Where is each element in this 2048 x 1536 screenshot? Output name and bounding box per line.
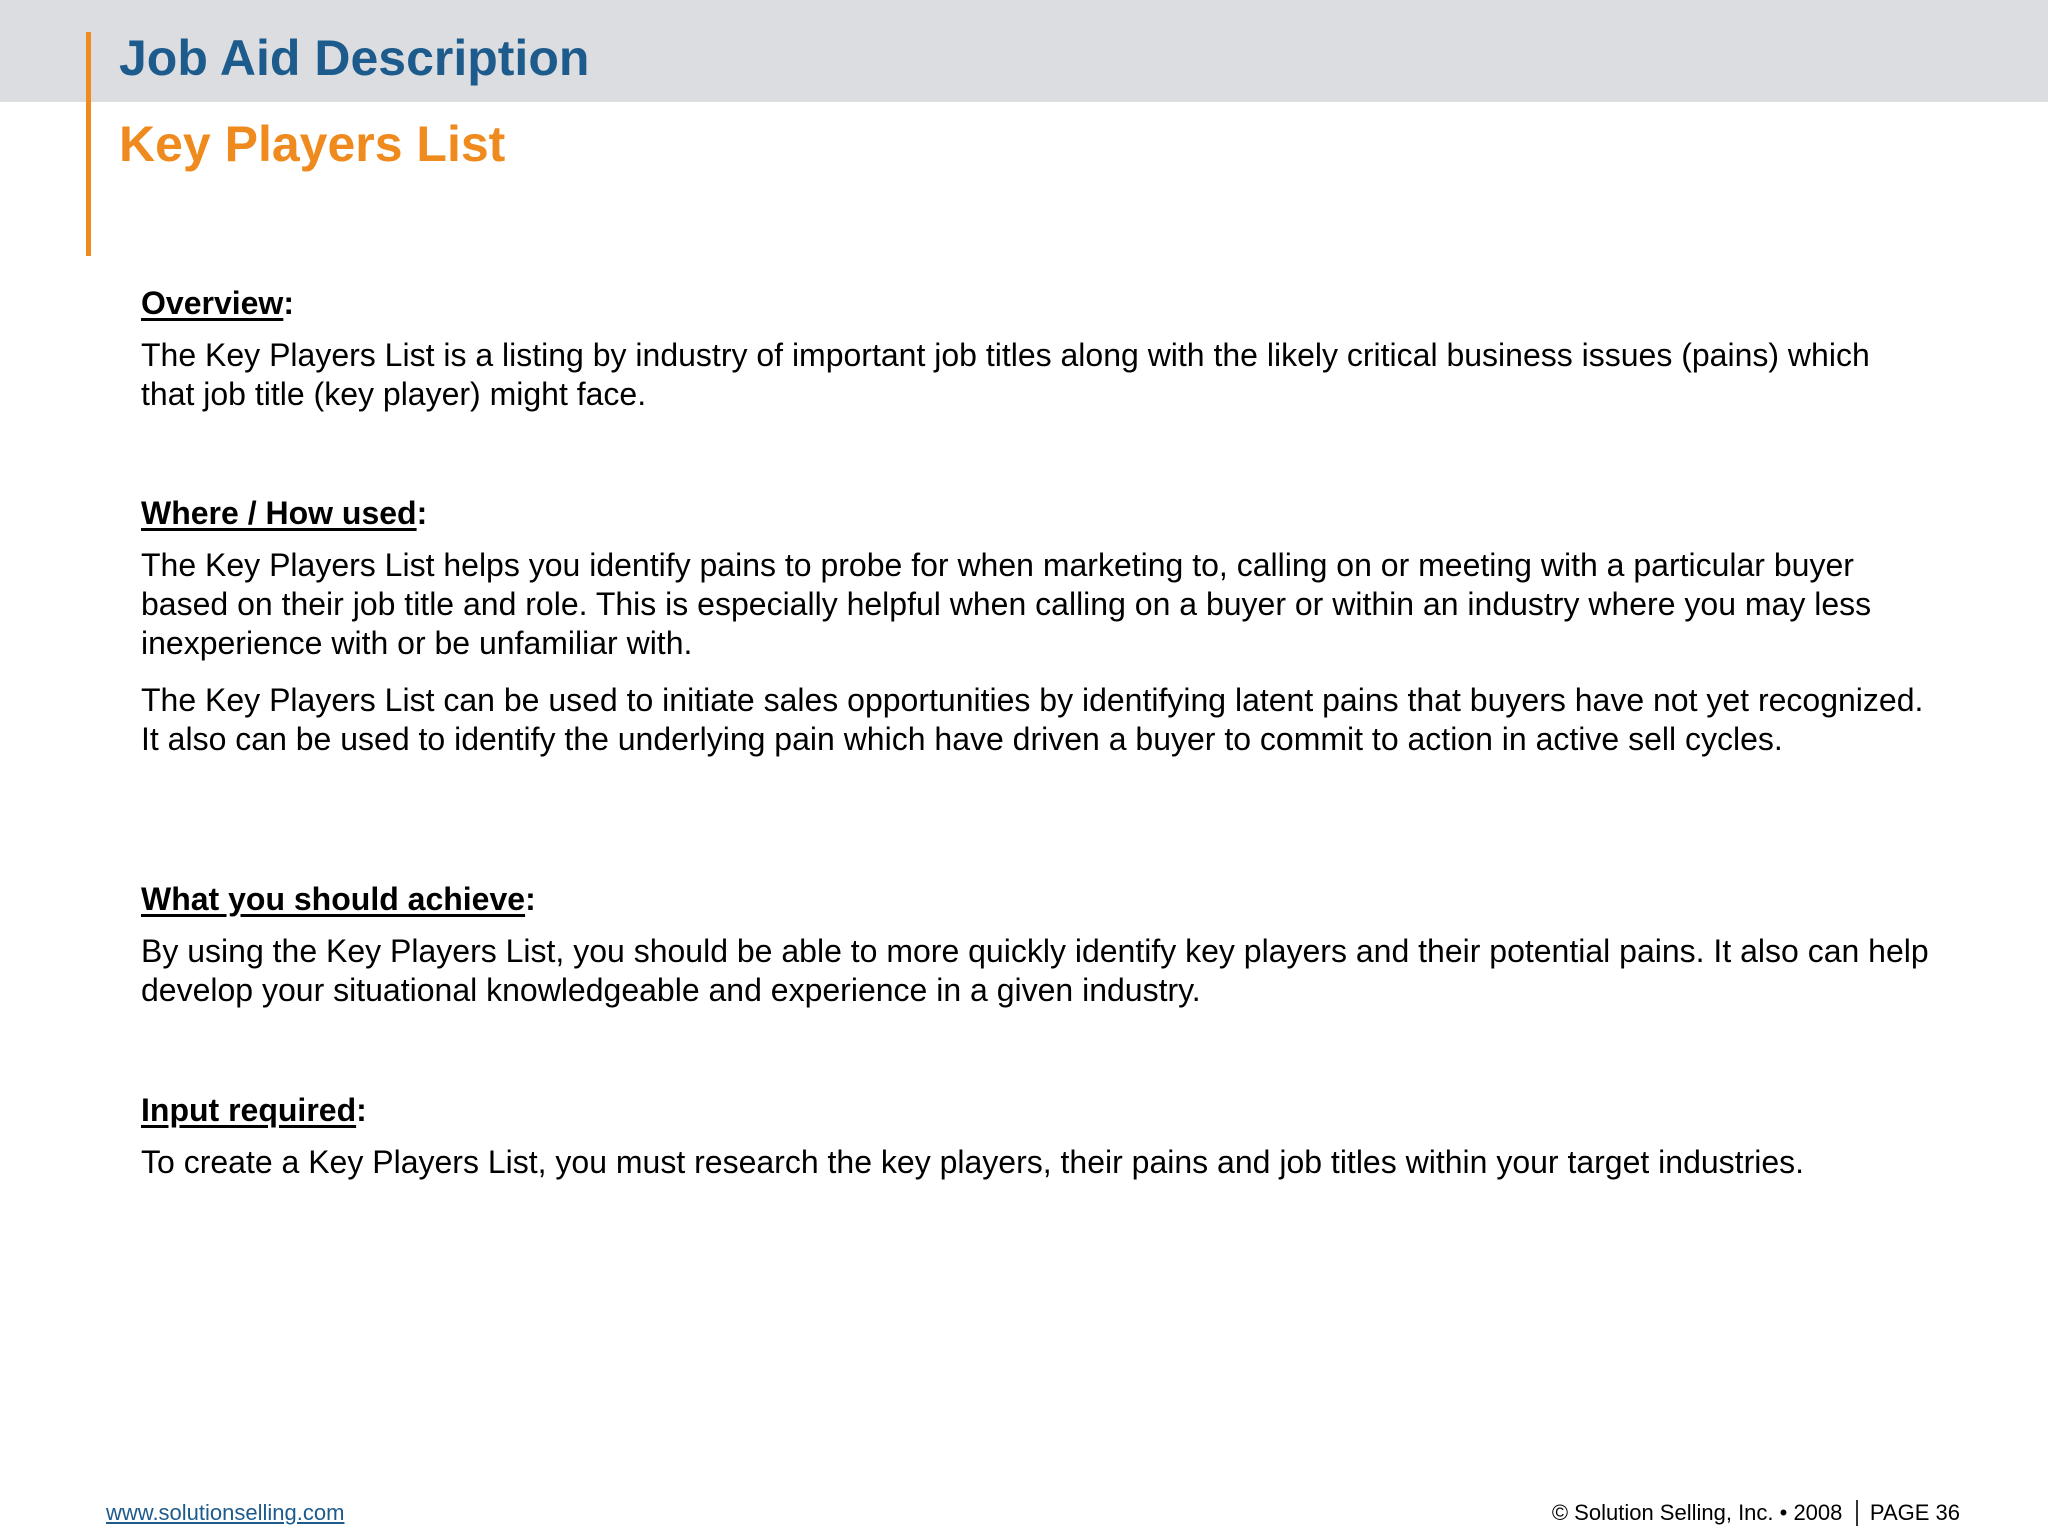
page-number: PAGE 36 bbox=[1869, 1500, 1960, 1525]
section-heading: Input required bbox=[141, 1092, 357, 1128]
section-heading: What you should achieve bbox=[141, 881, 526, 917]
section-input-required: Input required: To create a Key Players List, you must research the key players, their pains and job titles within your target industries. bbox=[141, 1087, 1931, 1200]
website-link[interactable]: www.solutionselling.com bbox=[106, 1500, 345, 1525]
section-paragraph: The Key Players List is a listing by industry of important job titles along with the likely critical business issues (pains) which that job title (key player) might face. bbox=[141, 337, 1870, 412]
page-subtitle: Key Players List bbox=[119, 116, 506, 172]
footer-info bbox=[1552, 1499, 1960, 1527]
section-heading: Overview bbox=[141, 285, 284, 321]
section-overview: Overview: The Key Players List is a listing by industry of important job titles along with the likely critical business issues (pains) which that job title (key player) might face. bbox=[141, 280, 1931, 432]
section-heading: Where / How used bbox=[141, 495, 417, 531]
footer-divider bbox=[1856, 1500, 1858, 1526]
section-paragraph: By using the Key Players List, you should be able to more quickly identify key players and their potential pains. It also can help develop your situational knowledgeable and experience in a given industry. bbox=[141, 933, 1929, 1008]
title-accent-bar bbox=[86, 32, 91, 256]
section-where-how-used: Where / How used: The Key Players List helps you identify pains to probe for when marketing to, calling on or meeting with a particular buyer based on their job title and role. This is especially helpful when calling on a buyer or within an industry where you may less inexperience with or be unfamiliar with. The Key Players List can be used to initiate sales opportunities by identifying latent pains that buyers have not yet recognized. It also can be used to identify the underlying pain which have driven a buyer to commit to action in active sell cycles. bbox=[141, 490, 1931, 777]
section-paragraph: To create a Key Players List, you must research the key players, their pains and job titles within your target industries. bbox=[141, 1144, 1805, 1180]
section-paragraph: The Key Players List helps you identify pains to probe for when marketing to, calling on or meeting with a particular buyer based on their job title and role. This is especially helpful when calling on a buyer or within an industry where you may less inexperience with or be unfamiliar with. bbox=[141, 547, 1872, 661]
page-title: Job Aid Description bbox=[119, 30, 590, 86]
copyright-text: © Solution Selling, Inc. • 2008 bbox=[1551, 1500, 1843, 1525]
section-what-you-should-achieve: What you should achieve: By using the Key Players List, you should be able to more quickly identify key players and their potential pains. It also can help develop your situational knowledgeable and experience in a given industry. bbox=[141, 876, 1931, 1028]
section-paragraph: The Key Players List can be used to initiate sales opportunities by identifying latent pains that buyers have not yet recognized. It also can be used to identify the underlying pain which have driven a buyer to commit to action in active sell cycles. bbox=[141, 682, 1924, 757]
